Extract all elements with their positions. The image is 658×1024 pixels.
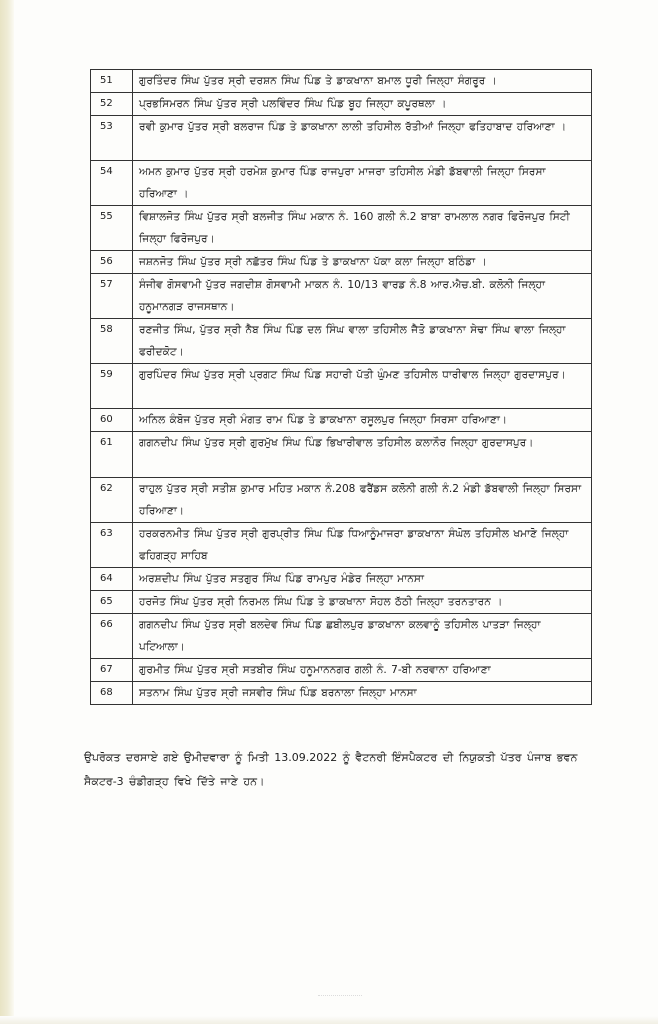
serial-number: 67 <box>91 659 133 682</box>
candidate-table <box>90 69 592 705</box>
table-row <box>91 364 592 409</box>
table-row <box>91 568 592 591</box>
serial-number: 54 <box>91 161 133 206</box>
serial-number: 66 <box>91 614 133 659</box>
footer-note: ਉਪਰੋਕਤ ਦਰਸਾਏ ਗਏ ਉਮੀਦਵਾਰਾ ਨੂੰ ਮਿਤੀ 13.09.2022 ਨੂੰ ਵੈਟਨਰੀ ਇੰਸਪੈਕਟਰ ਦੀ ਨਿਯੁਕਤੀ ਪੱਤਰ ਪੰਜਾਬ ਭਵਨ ਸੈਕਟਰ-3 ਚੰਡੀਗੜ੍ਹ ਵਿਖੇ ਦਿੱਤੇ ਜਾਣੇ ਹਨ। <box>84 751 578 788</box>
table-row <box>91 432 592 478</box>
table-row <box>91 409 592 432</box>
serial-number: 51 <box>91 70 133 93</box>
table-row <box>91 161 592 206</box>
candidate-details: ਸੰਜੀਵ ਗੋਸਵਾਮੀ ਪੁੱਤਰ ਜਗਦੀਸ਼ ਗੋਸਵਾਮੀ ਮਾਕਨ ਨੰ. 10/13 ਵਾਰਡ ਨੰ.8 ਆਰ.ਐਚ.ਬੀ. ਕਲੋਨੀ ਜਿਲ੍ਹਾ ਹਨੂਮਾਨਗੜ ਰਾਜਸਥਾਨ। <box>133 274 592 319</box>
table-row <box>91 659 592 682</box>
table-row <box>91 251 592 274</box>
candidate-details: ਰਵੀ ਕੁਮਾਰ ਪੁੱਤਰ ਸ੍ਰੀ ਬਲਰਾਜ ਪਿੰਡ ਤੇ ਡਾਕਖਾਨਾ ਲਾਲੀ ਤਹਿਸੀਲ ਰੱਤੀਆਂ ਜਿਲ੍ਹਾ ਫਤਿਹਾਬਾਦ ਹਰਿਆਣਾ । <box>133 116 592 161</box>
table-row <box>91 614 592 659</box>
serial-number: 55 <box>91 206 133 251</box>
candidate-details: ਗਗਨਦੀਪ ਸਿੰਘ ਪੁੱਤਰ ਸ੍ਰੀ ਗੁਰਮੁੱਖ ਸਿੰਘ ਪਿੰਡ ਭਿਖਾਰੀਵਾਲ ਤਹਿਸੀਲ ਕਲਾਨੌਰ ਜਿਲ੍ਹਾ ਗੁਰਦਾਸਪੁਰ। <box>133 432 592 478</box>
serial-number: 52 <box>91 93 133 116</box>
serial-number: 58 <box>91 319 133 364</box>
table-row <box>91 274 592 319</box>
serial-number: 56 <box>91 251 133 274</box>
candidate-details: ਗੁਰਪਿੰਦਰ ਸਿੰਘ ਪੁੱਤਰ ਸ੍ਰੀ ਪ੍ਰਗਟ ਸਿੰਘ ਪਿੰਡ ਸਹਾਰੀ ਪੱਤੀ ਘੁੰਮਣ ਤਹਿਸੀਲ ਧਾਰੀਵਾਲ ਜਿਲ੍ਹਾ ਗੁਰਦਾਸਪੁਰ। <box>133 364 592 409</box>
candidate-details: ਸਤਨਾਮ ਸਿੰਘ ਪੁੱਤਰ ਸ੍ਰੀ ਜਸਵੀਰ ਸਿੰਘ ਪਿੰਡ ਬਰਨਾਲਾ ਜਿਲ੍ਹਾ ਮਾਨਸਾ <box>133 682 592 705</box>
serial-number: 59 <box>91 364 133 409</box>
candidate-details: ਅਨਿਲ ਕੰਬੋਜ ਪੁੱਤਰ ਸ੍ਰੀ ਮੰਗਤ ਰਾਮ ਪਿੰਡ ਤੇ ਡਾਕਖਾਨਾ ਰਸੂਲਪੁਰ ਜਿਲ੍ਹਾ ਸਿਰਸਾ ਹਰਿਆਣਾ। <box>133 409 592 432</box>
table-row <box>91 682 592 705</box>
candidate-details: ਪ੍ਰਭਸਿਮਰਨ ਸਿੰਘ ਪੁੱਤਰ ਸ੍ਰੀ ਪਲਵਿੰਦਰ ਸਿੰਘ ਪਿੰਡ ਬੂਹ ਜਿਲ੍ਹਾ ਕਪੂਰਥਲਾ । <box>133 93 592 116</box>
serial-number: 65 <box>91 591 133 614</box>
serial-number: 63 <box>91 523 133 568</box>
candidate-details: ਅਮਨ ਕੁਮਾਰ ਪੁੱਤਰ ਸ੍ਰੀ ਹਰਮੇਸ਼ ਕੁਮਾਰ ਪਿੰਡ ਰਾਜਪੁਰਾ ਮਾਜਰਾ ਤਹਿਸੀਲ ਮੰਡੀ ਡੱਬਵਾਲੀ ਜਿਲ੍ਹਾ ਸਿਰਸਾ ਹਰਿਆਣਾ । <box>133 161 592 206</box>
candidate-details: ਗੁਰਮੀਤ ਸਿੰਘ ਪੁੱਤਰ ਸ੍ਰੀ ਸਤਬੀਰ ਸਿੰਘ ਹਨੂਮਾਨਨਗਰ ਗਲੀ ਨੰ. 7-ਬੀ ਨਰਵਾਨਾ ਹਰਿਆਣਾ <box>133 659 592 682</box>
serial-number: 60 <box>91 409 133 432</box>
table-row <box>91 523 592 568</box>
candidate-details: ਅਰਸ਼ਦੀਪ ਸਿੰਘ ਪੁੱਤਰ ਸਤਗੁਰ ਸਿੰਘ ਪਿੰਡ ਰਾਮਪੁਰ ਮੰਡੇਰ ਜਿਲ੍ਹਾ ਮਾਨਸਾ <box>133 568 592 591</box>
candidate-details: ਰਣਜੀਤ ਸਿੰਘ, ਪੁੱਤਰ ਸ੍ਰੀ ਨੈਬ ਸਿੰਘ ਪਿੰਡ ਦਲ ਸਿੰਘ ਵਾਲਾ ਤਹਿਸੀਲ ਜੈਤੋ ਡਾਕਖਾਨਾ ਸੇਢਾ ਸਿੰਘ ਵਾਲਾ ਜਿਲ੍ਹਾ ਫਰੀਦਕੋਟ। <box>133 319 592 364</box>
serial-number: 68 <box>91 682 133 705</box>
paper-edge <box>0 0 14 1024</box>
candidate-details: ਹਰਜੋਤ ਸਿੰਘ ਪੁੱਤਰ ਸ੍ਰੀ ਨਿਰਮਲ ਸਿੰਘ ਪਿੰਡ ਤੇ ਡਾਕਖਾਨਾ ਸੋਹਲ ਠੱਠੀ ਜਿਲ੍ਹਾ ਤਰਨਤਾਰਨ । <box>133 591 592 614</box>
table-row <box>91 70 592 93</box>
candidate-details: ਹਰਕਰਨਮੀਤ ਸਿੰਘ ਪੁੱਤਰ ਸ੍ਰੀ ਗੁਰਪ੍ਰੀਤ ਸਿੰਘ ਪਿੰਡ ਧਿਆਨੂੰਮਾਜਰਾ ਡਾਕਖਾਨਾ ਸੰਘੋਲ ਤਹਿਸੀਲ ਖਮਾਣੋ ਜਿਲ੍ਹਾ ਫਹਿਗੜ੍ਹ ਸਾਹਿਬ <box>133 523 592 568</box>
faint-mark <box>318 995 362 1000</box>
table-row <box>91 116 592 161</box>
candidate-details: ਰਾਹੁਲ ਪੁੱਤਰ ਸ੍ਰੀ ਸਤੀਸ਼ ਕੁਮਾਰ ਮਹਿਤ ਮਕਾਨ ਨੰ.208 ਫਰੈਂਡਸ ਕਲੋਨੀ ਗਲੀ ਨੰ.2 ਮੰਡੀ ਡੱਬਵਾਲੀ ਜਿਲ੍ਹਾ ਸਿਰਸਾ ਹਰਿਆਣਾ। <box>133 478 592 523</box>
candidate-details: ਵਿਸ਼ਾਲਜੋਤ ਸਿੰਘ ਪੁੱਤਰ ਸ੍ਰੀ ਬਲਜੀਤ ਸਿੰਘ ਮਕਾਨ ਨੰ. 160 ਗਲੀ ਨੰ.2 ਬਾਬਾ ਰਾਮਲਾਲ ਨਗਰ ਫਿਰੋਜਪੁਰ ਸਿਟੀ ਜਿਲ੍ਹਾ ਫਿਰੋਜਪੁਰ। <box>133 206 592 251</box>
table-row <box>91 319 592 364</box>
table-row <box>91 591 592 614</box>
table-row <box>91 206 592 251</box>
serial-number: 57 <box>91 274 133 319</box>
table-row <box>91 93 592 116</box>
paper-bottom-edge <box>0 1016 658 1024</box>
candidate-details: ਜਸ਼ਨਜੋਤ ਸਿੰਘ ਪੁੱਤਰ ਸ੍ਰੀ ਨਛੱਤਰ ਸਿੰਘ ਪਿੰਡ ਤੇ ਡਾਕਖਾਨਾ ਪੱਕਾ ਕਲਾ ਜਿਲ੍ਹਾ ਬਠਿੰਡਾ । <box>133 251 592 274</box>
serial-number: 61 <box>91 432 133 478</box>
candidate-details: ਗਗਨਦੀਪ ਸਿੰਘ ਪੁੱਤਰ ਸ੍ਰੀ ਬਲਦੇਵ ਸਿੰਘ ਪਿੰਡ ਛਬੀਲਪੁਰ ਡਾਕਖਾਨਾ ਕਲਵਾਨੂੰ ਤਹਿਸੀਲ ਪਾਤੜਾ ਜਿਲ੍ਹਾ ਪਟਿਆਲਾ। <box>133 614 592 659</box>
serial-number: 62 <box>91 478 133 523</box>
serial-number: 53 <box>91 116 133 161</box>
serial-number: 64 <box>91 568 133 591</box>
table-row <box>91 478 592 523</box>
candidate-details: ਗੁਰਤਿੰਦਰ ਸਿੰਘ ਪੁੱਤਰ ਸ੍ਰੀ ਦਰਸ਼ਨ ਸਿੰਘ ਪਿੰਡ ਤੇ ਡਾਕਖਾਨਾ ਬਮਾਲ ਧੂਰੀ ਜਿਲ੍ਹਾ ਸੰਗਰੂਰ । <box>133 70 592 93</box>
